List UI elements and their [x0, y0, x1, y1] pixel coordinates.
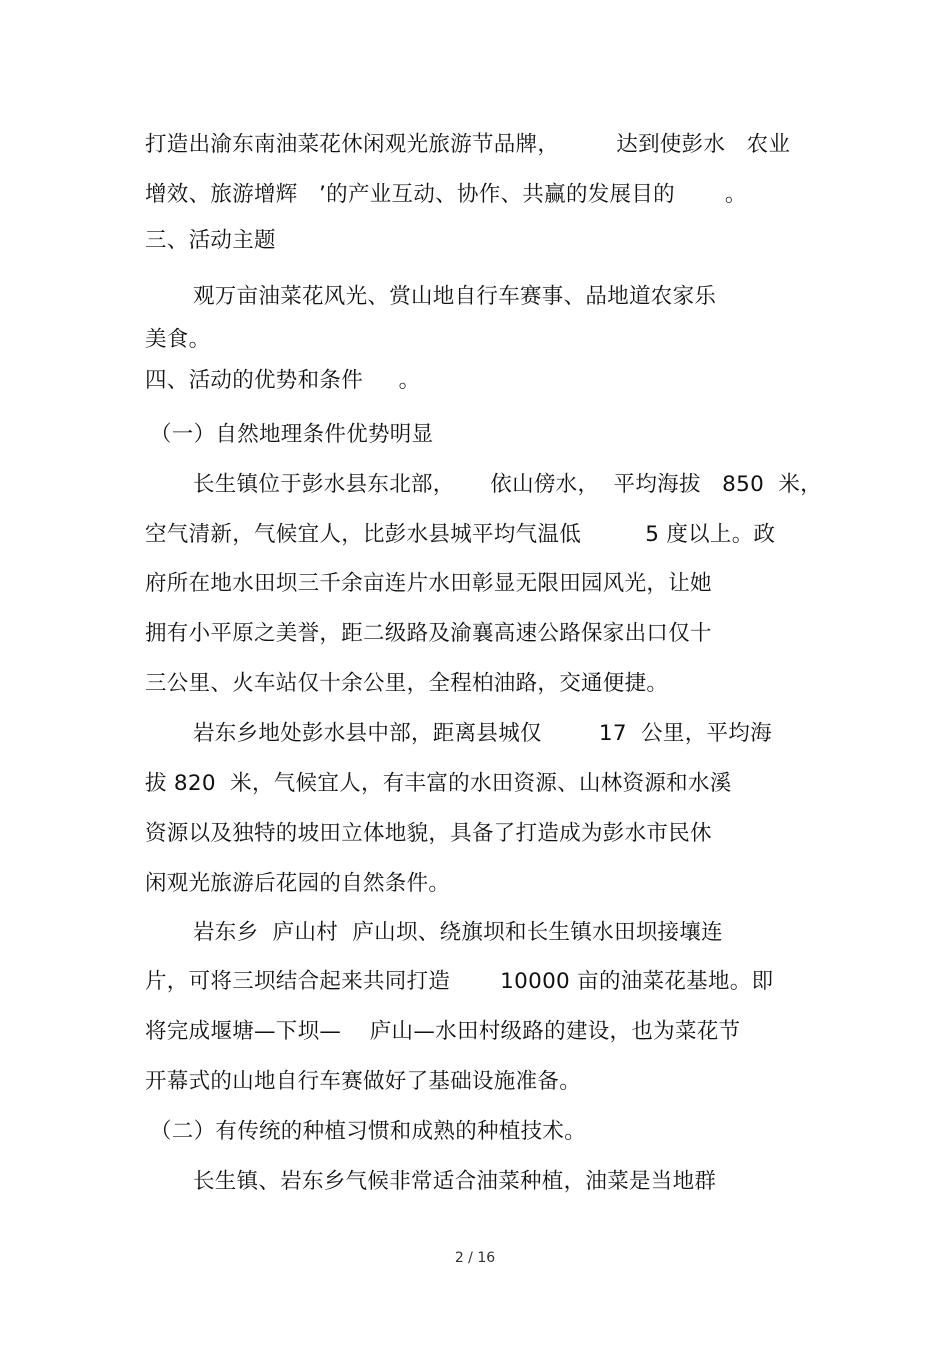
text-line: 片，可将三坝结合起来共同打造 10000 亩的油菜花基地。即	[145, 969, 774, 994]
text-line: 拔 820 米，气候宜人，有丰富的水田资源、山林资源和水溪	[145, 771, 732, 796]
text-line: 将完成堰塘—下坝— 庐山—水田村级路的建设，也为菜花节	[145, 1019, 741, 1044]
page-number: 2 / 16	[454, 1250, 496, 1266]
text-line: 长生镇位于彭水县东北部， 依山傍水， 平均海拔 850 米，	[193, 472, 822, 497]
text-line: 增效、旅游增辉 ’的产业互动、协作、共赢的发展目的 。	[145, 182, 747, 207]
text-line: 长生镇、岩东乡气候非常适合油菜种植，油菜是当地群	[193, 1169, 717, 1194]
text-line: 观万亩油菜花风光、赏山地自行车赛事、品地道农家乐	[193, 284, 717, 309]
text-line: 岩东乡地处彭水县中部，距离县城仅 17 公里，平均海	[193, 721, 772, 746]
section-heading: 四、活动的优势和条件 。	[145, 368, 421, 393]
text-line: 空气清新，气候宜人，比彭水县城平均气温低 5 度以上。政	[145, 522, 776, 547]
section-heading: 三、活动主题	[145, 228, 276, 253]
text-line: 闲观光旅游后花园的自然条件。	[145, 871, 451, 896]
subsection-heading: （二）有传统的种植习惯和成熟的种植技术。	[150, 1119, 587, 1144]
text-line: 拥有小平原之美誉，距二级路及渝襄高速公路保家出口仅十	[145, 621, 712, 646]
text-line: 资源以及独特的坡田立体地貌，具备了打造成为彭水市民休	[145, 821, 712, 846]
text-line: 岩东乡 庐山村 庐山坝、绕旗坝和长生镇水田坝接壤连	[193, 920, 723, 945]
text-line: 府所在地水田坝三千余亩连片水田彰显无限田园风光，让她	[145, 571, 712, 596]
text-line: 打造出渝东南油菜花休闲观光旅游节品牌， 达到使彭水 农业	[145, 132, 791, 157]
subsection-heading: （一）自然地理条件优势明显	[150, 422, 434, 447]
text-line: 开幕式的山地自行车赛做好了基础设施准备。	[145, 1069, 582, 1094]
text-line: 美食。	[145, 327, 211, 352]
text-line: 三公里、火车站仅十余公里，全程柏油路，交通便捷。	[145, 671, 669, 696]
